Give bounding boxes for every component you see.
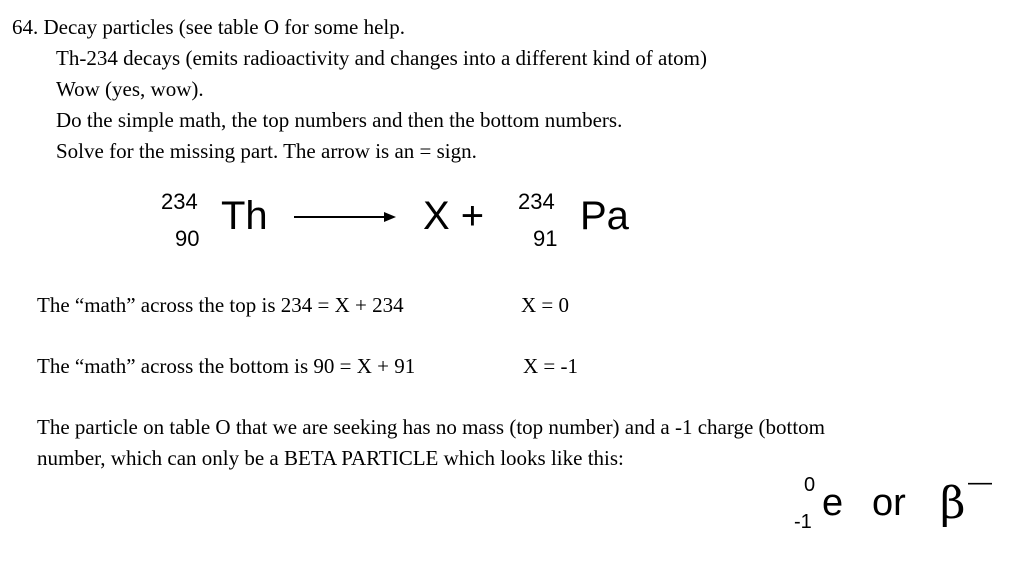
reactant-mass-number: 234 — [161, 189, 198, 214]
question-title: 64. Decay particles (see table O for some help. — [12, 15, 406, 39]
top-math-result: X = 0 — [521, 293, 570, 317]
instruction-line-4: Do the simple math, the top numbers and then the bottom numbers. — [56, 108, 623, 132]
product-symbol: Pa — [580, 194, 629, 238]
bottom-math-result: X = -1 — [523, 354, 579, 378]
or-text: or — [872, 482, 906, 524]
beta-symbol: β — [940, 478, 966, 529]
product-mass-number: 234 — [518, 189, 555, 214]
reactant-atomic-number: 90 — [175, 226, 200, 251]
reactant-symbol: Th — [221, 194, 268, 238]
electron-charge: -1 — [794, 511, 812, 533]
conclusion-line-1: The particle on table O that we are seeking has no mass (top number) and a -1 charge (bottom — [37, 415, 826, 439]
beta-minus-sign: — — [968, 469, 992, 496]
bottom-math-statement: The “math” across the bottom is 90 = X + 91 — [37, 354, 416, 378]
top-math-statement: The “math” across the top is 234 = X + 234 — [37, 293, 404, 317]
instruction-line-2: Th-234 decays (emits radioactivity and changes into a different kind of atom) — [56, 46, 707, 70]
conclusion-line-2: number, which can only be a BETA PARTICLE which looks like this: — [37, 446, 624, 470]
product-atomic-number: 91 — [533, 226, 558, 251]
reaction-arrow-icon — [294, 210, 396, 224]
electron-symbol: e — [822, 482, 844, 524]
instruction-line-3: Wow (yes, wow). — [56, 77, 204, 101]
unknown-particle: X + — [423, 194, 485, 238]
electron-mass-number: 0 — [804, 474, 816, 496]
instruction-line-5: Solve for the missing part. The arrow is an = sign. — [56, 139, 477, 163]
